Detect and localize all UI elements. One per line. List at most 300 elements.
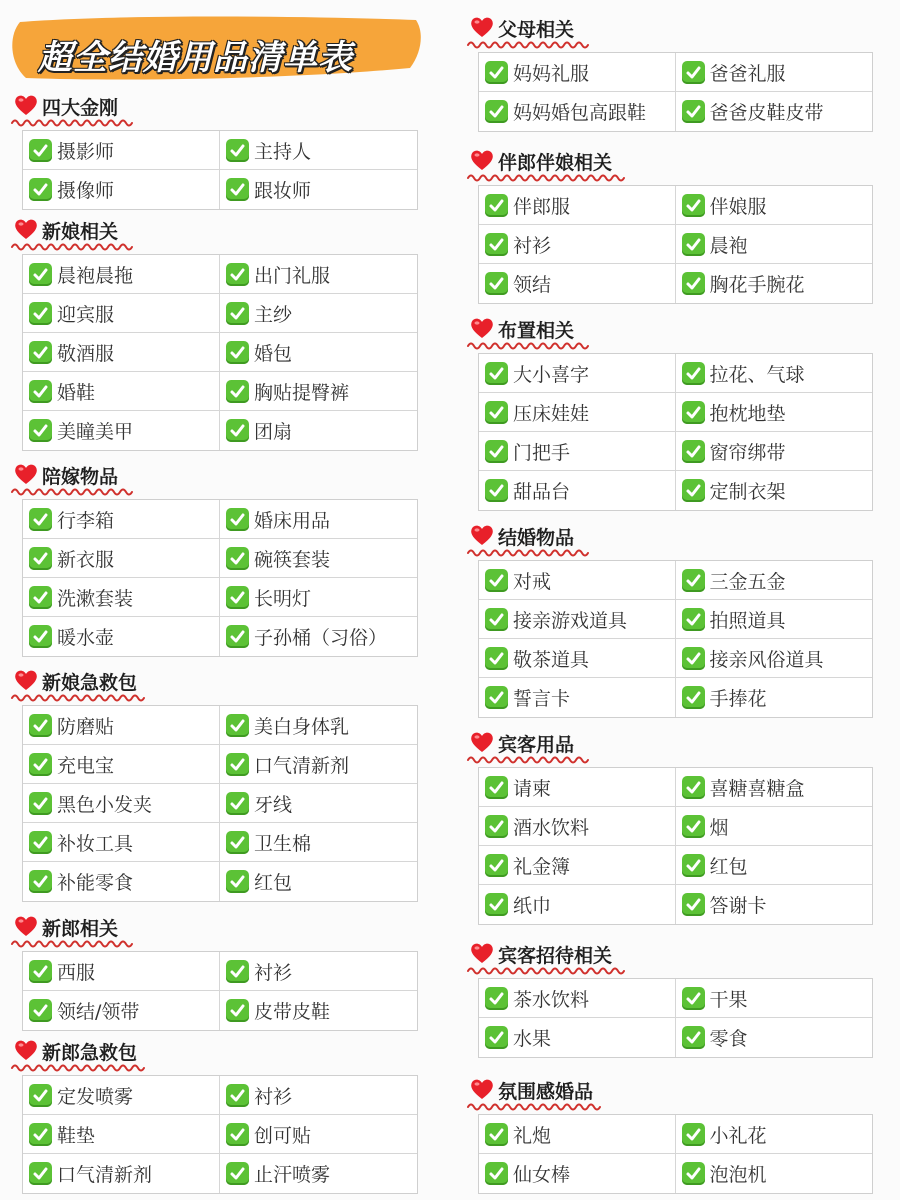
checklist-item	[23, 784, 220, 823]
checkmark-box-icon	[485, 61, 508, 84]
item-grid	[478, 767, 873, 925]
heart-icon	[470, 731, 494, 753]
checklist-item	[23, 411, 220, 450]
item-label: 答谢卡	[709, 895, 767, 917]
checklist-section	[456, 313, 873, 511]
checkmark-box-icon	[682, 1123, 705, 1146]
item-label: 摄影师	[57, 140, 115, 163]
checkmark-box-icon	[226, 960, 249, 983]
item-label: 子孙桶（习俗）	[254, 627, 388, 649]
checklist-item	[479, 885, 676, 924]
heart-icon	[470, 1078, 494, 1100]
item-label: 美瞳美甲	[57, 421, 134, 443]
checklist-item	[220, 372, 417, 411]
item-label: 爸爸皮鞋皮带	[709, 102, 824, 124]
section-header	[0, 665, 418, 705]
item-label: 领结	[513, 274, 552, 296]
checklist-item	[479, 393, 676, 432]
checkmark-box-icon	[682, 61, 705, 84]
checkmark-box-icon	[682, 987, 705, 1010]
checkmark-box-icon	[29, 547, 52, 570]
item-label: 防磨贴	[57, 715, 115, 738]
checkmark-box-icon	[29, 586, 52, 609]
item-label: 红包	[709, 855, 748, 878]
checkmark-box-icon	[226, 831, 249, 854]
checkmark-box-icon	[226, 999, 249, 1022]
checklist-item	[220, 991, 417, 1030]
checkmark-box-icon	[485, 569, 508, 592]
checklist-item	[676, 1154, 873, 1193]
checklist-item	[479, 600, 676, 639]
item-label: 洗漱套装	[57, 587, 134, 610]
item-label: 仙女棒	[513, 1164, 571, 1186]
item-label: 拍照道具	[709, 609, 786, 632]
checkmark-box-icon	[226, 1084, 249, 1107]
checkmark-box-icon	[682, 1162, 705, 1185]
checklist-item	[220, 823, 417, 862]
checkmark-box-icon	[29, 341, 52, 364]
section-header	[456, 1074, 873, 1114]
checkmark-box-icon	[485, 1123, 508, 1146]
item-label: 补能零食	[57, 872, 134, 894]
checklist-item	[479, 471, 676, 510]
item-label: 领结/领带	[57, 1001, 140, 1023]
checklist-item	[479, 768, 676, 807]
item-label: 口气清新剂	[57, 1164, 153, 1186]
checklist-item	[220, 131, 417, 170]
checklist-item	[220, 952, 417, 991]
checklist-item	[676, 432, 873, 471]
checkmark-box-icon	[682, 440, 705, 463]
checkmark-box-icon	[29, 1123, 52, 1146]
item-label: 伴娘服	[709, 195, 767, 218]
item-label: 止汗喷雾	[254, 1164, 331, 1186]
checkmark-box-icon	[29, 263, 52, 286]
item-label: 敬茶道具	[513, 648, 590, 671]
checkmark-box-icon	[485, 272, 508, 295]
checklist-section	[456, 520, 873, 718]
checkmark-box-icon	[29, 380, 52, 403]
checklist-item	[479, 561, 676, 600]
checkmark-box-icon	[485, 1162, 508, 1185]
checkmark-box-icon	[485, 362, 508, 385]
section-title: 伴郎伴娘相关	[498, 152, 613, 174]
heart-icon	[14, 463, 38, 485]
checklist-item	[676, 979, 873, 1018]
checkmark-box-icon	[226, 263, 249, 286]
section-title: 氛围感婚品	[498, 1081, 594, 1103]
checklist-item	[676, 1115, 873, 1154]
checklist-item	[676, 678, 873, 717]
section-header	[456, 727, 873, 767]
item-label: 门把手	[513, 441, 571, 464]
checklist-item	[479, 53, 676, 92]
item-label: 爸爸礼服	[709, 62, 786, 85]
checklist-item	[479, 639, 676, 678]
checklist-item	[676, 600, 873, 639]
checkmark-box-icon	[29, 508, 52, 531]
item-grid	[478, 185, 873, 304]
item-grid	[22, 254, 418, 451]
section-header	[456, 938, 873, 978]
checklist-item	[23, 706, 220, 745]
checklist-item	[220, 500, 417, 539]
checklist-item	[220, 862, 417, 901]
heart-icon	[470, 524, 494, 546]
checklist-item	[479, 979, 676, 1018]
checklist-item	[23, 617, 220, 656]
checkmark-box-icon	[226, 302, 249, 325]
section-title: 新娘急救包	[42, 672, 138, 694]
checklist-item	[220, 745, 417, 784]
checklist-item	[23, 745, 220, 784]
item-grid	[478, 978, 873, 1058]
checklist-item	[676, 639, 873, 678]
checkmark-box-icon	[226, 1162, 249, 1185]
checklist-item	[676, 471, 873, 510]
section-header	[456, 520, 873, 560]
checkmark-box-icon	[682, 569, 705, 592]
checkmark-box-icon	[485, 776, 508, 799]
checklist-item	[220, 1154, 417, 1193]
checkmark-box-icon	[682, 272, 705, 295]
checkmark-box-icon	[29, 960, 52, 983]
checklist-item	[676, 354, 873, 393]
checkmark-box-icon	[682, 854, 705, 877]
checklist-item	[23, 862, 220, 901]
checkmark-box-icon	[226, 753, 249, 776]
checkmark-box-icon	[485, 647, 508, 670]
checkmark-box-icon	[226, 139, 249, 162]
checklist-item	[479, 678, 676, 717]
item-grid	[478, 353, 873, 511]
heart-icon	[470, 317, 494, 339]
item-label: 抱枕地垫	[709, 402, 786, 425]
checkmark-box-icon	[226, 714, 249, 737]
checklist-item	[479, 846, 676, 885]
checkmark-box-icon	[485, 479, 508, 502]
checkmark-box-icon	[29, 625, 52, 648]
section-title: 布置相关	[498, 320, 575, 342]
item-label: 衬衫	[254, 961, 293, 984]
checkmark-box-icon	[29, 139, 52, 162]
checklist-item	[23, 170, 220, 209]
section-header	[456, 313, 873, 353]
section-title: 结婚物品	[498, 527, 575, 549]
item-label: 新衣服	[57, 548, 115, 571]
checklist-item	[676, 225, 873, 264]
item-label: 口气清新剂	[254, 754, 350, 777]
checklist-item	[676, 186, 873, 225]
checklist-item	[676, 1018, 873, 1057]
checklist-item	[220, 706, 417, 745]
checkmark-box-icon	[682, 362, 705, 385]
heart-icon	[14, 218, 38, 240]
title-banner	[6, 12, 426, 86]
item-label: 红包	[254, 872, 293, 894]
item-label: 小礼花	[709, 1124, 767, 1147]
item-label: 纸巾	[513, 895, 552, 917]
item-label: 手捧花	[709, 688, 767, 710]
item-label: 喜糖喜糖盒	[709, 777, 805, 800]
checklist-item	[23, 578, 220, 617]
item-label: 晨袍	[709, 234, 748, 257]
item-label: 碗筷套装	[254, 548, 331, 571]
checkmark-box-icon	[226, 419, 249, 442]
checkmark-box-icon	[29, 792, 52, 815]
item-label: 晨袍晨拖	[57, 264, 134, 287]
checklist-item	[220, 617, 417, 656]
checklist-item	[23, 131, 220, 170]
item-label: 对戒	[513, 570, 552, 593]
checklist-item	[479, 807, 676, 846]
item-label: 补妆工具	[57, 832, 134, 855]
checkmark-box-icon	[682, 479, 705, 502]
item-label: 胸花手腕花	[709, 274, 805, 296]
section-header	[456, 12, 873, 52]
section-header	[0, 459, 418, 499]
checklist-item	[220, 539, 417, 578]
checkmark-box-icon	[682, 1026, 705, 1049]
checklist-item	[479, 354, 676, 393]
checklist-item	[479, 186, 676, 225]
item-label: 婚鞋	[57, 381, 96, 404]
checklist-item	[676, 53, 873, 92]
item-label: 长明灯	[254, 587, 312, 610]
section-title: 新郎相关	[42, 918, 119, 940]
checkmark-box-icon	[682, 194, 705, 217]
checkmark-box-icon	[29, 1084, 52, 1107]
item-grid	[22, 951, 418, 1031]
item-label: 定制衣架	[709, 481, 786, 503]
item-label: 创可贴	[254, 1124, 312, 1147]
checklist-item	[676, 561, 873, 600]
item-label: 接亲游戏道具	[513, 609, 628, 632]
section-title: 宾客用品	[498, 734, 575, 756]
item-label: 泡泡机	[709, 1164, 767, 1186]
item-label: 出门礼服	[254, 264, 331, 287]
checklist-item	[220, 1115, 417, 1154]
item-label: 胸贴提臀裤	[254, 381, 350, 404]
section-title: 新郎急救包	[42, 1042, 138, 1064]
checklist-item	[676, 393, 873, 432]
item-label: 定发喷雾	[57, 1085, 134, 1108]
item-label: 拉花、气球	[709, 363, 805, 386]
item-label: 迎宾服	[57, 303, 115, 326]
item-label: 主持人	[254, 140, 312, 163]
checklist-section	[0, 214, 418, 451]
checklist-item	[23, 500, 220, 539]
checkmark-box-icon	[226, 1123, 249, 1146]
checklist-item	[23, 1115, 220, 1154]
item-label: 零食	[709, 1028, 748, 1050]
checklist-section	[0, 911, 418, 1031]
checklist-section	[456, 938, 873, 1058]
checklist-item	[220, 578, 417, 617]
section-header	[0, 90, 418, 130]
item-grid	[22, 499, 418, 657]
checklist-item	[479, 1115, 676, 1154]
item-label: 西服	[57, 961, 96, 984]
section-header	[0, 1035, 418, 1075]
section-title: 父母相关	[498, 19, 575, 41]
section-header	[0, 911, 418, 951]
checklist-section	[0, 665, 418, 902]
checklist-item	[23, 991, 220, 1030]
item-label: 黑色小发夹	[57, 793, 153, 816]
checklist-section	[0, 90, 418, 210]
item-label: 充电宝	[57, 754, 115, 777]
checklist-item	[220, 170, 417, 209]
checkmark-box-icon	[226, 547, 249, 570]
item-label: 誓言卡	[513, 688, 571, 710]
item-label: 卫生棉	[254, 832, 312, 855]
checkmark-box-icon	[682, 776, 705, 799]
checkmark-box-icon	[485, 233, 508, 256]
checkmark-box-icon	[682, 233, 705, 256]
section-header	[0, 214, 418, 254]
item-label: 摄像师	[57, 180, 115, 202]
checklist-item	[23, 823, 220, 862]
item-grid	[478, 52, 873, 132]
checkmark-box-icon	[485, 686, 508, 709]
checklist-item	[676, 264, 873, 303]
checklist-item	[220, 333, 417, 372]
item-label: 衬衫	[254, 1085, 293, 1108]
checklist-item	[676, 846, 873, 885]
checkmark-box-icon	[226, 792, 249, 815]
item-grid	[22, 705, 418, 902]
checkmark-box-icon	[485, 194, 508, 217]
checklist-item	[220, 411, 417, 450]
checkmark-box-icon	[682, 401, 705, 424]
checklist-item	[23, 372, 220, 411]
section-header	[456, 145, 873, 185]
heart-icon	[14, 915, 38, 937]
section-title: 陪嫁物品	[42, 466, 119, 488]
checklist-item	[23, 294, 220, 333]
checkmark-box-icon	[29, 419, 52, 442]
checkmark-box-icon	[226, 178, 249, 201]
checklist-item	[479, 1154, 676, 1193]
item-label: 妈妈礼服	[513, 62, 590, 85]
item-label: 婚包	[254, 342, 293, 365]
checklist-section	[456, 12, 873, 132]
item-grid	[22, 130, 418, 210]
item-label: 接亲风俗道具	[709, 648, 824, 671]
item-label: 皮带皮鞋	[254, 1001, 331, 1023]
checkmark-box-icon	[682, 100, 705, 123]
checkmark-box-icon	[682, 815, 705, 838]
heart-icon	[14, 94, 38, 116]
checkmark-box-icon	[485, 440, 508, 463]
checkmark-box-icon	[226, 870, 249, 893]
checklist-item	[676, 92, 873, 131]
checkmark-box-icon	[226, 586, 249, 609]
checkmark-box-icon	[29, 999, 52, 1022]
checkmark-box-icon	[226, 380, 249, 403]
checklist-item	[676, 768, 873, 807]
checklist-item	[23, 1154, 220, 1193]
checkmark-box-icon	[29, 714, 52, 737]
checkmark-box-icon	[485, 893, 508, 916]
checklist-item	[23, 1076, 220, 1115]
item-label: 敬酒服	[57, 342, 115, 365]
item-label: 请柬	[513, 777, 552, 800]
item-label: 主纱	[254, 303, 293, 326]
item-grid	[478, 1114, 873, 1194]
checkmark-box-icon	[485, 608, 508, 631]
item-label: 礼金簿	[513, 855, 571, 878]
checkmark-box-icon	[29, 302, 52, 325]
checklist-item	[220, 1076, 417, 1115]
checklist-section	[0, 1035, 418, 1194]
item-label: 牙线	[254, 793, 293, 816]
heart-icon	[470, 942, 494, 964]
checkmark-box-icon	[29, 753, 52, 776]
heart-icon	[14, 669, 38, 691]
checklist-section	[456, 145, 873, 304]
section-title: 四大金刚	[42, 97, 119, 119]
item-label: 鞋垫	[57, 1124, 96, 1147]
item-label: 伴郎服	[513, 195, 571, 218]
item-label: 美白身体乳	[254, 715, 350, 738]
item-label: 礼炮	[513, 1124, 552, 1147]
item-label: 行李箱	[57, 509, 115, 532]
page-title: 超全结婚用品清单表	[38, 38, 353, 78]
checklist-item	[676, 885, 873, 924]
checklist-item	[220, 294, 417, 333]
checklist-section	[456, 1074, 873, 1194]
checkmark-box-icon	[226, 625, 249, 648]
checklist-item	[479, 225, 676, 264]
item-label: 婚床用品	[254, 509, 331, 532]
checkmark-box-icon	[485, 987, 508, 1010]
heart-icon	[470, 149, 494, 171]
checklist-item	[23, 333, 220, 372]
checklist-item	[23, 255, 220, 294]
checklist-section	[456, 727, 873, 925]
item-label: 大小喜字	[513, 363, 590, 386]
item-label: 妈妈婚包高跟鞋	[513, 102, 647, 124]
item-label: 干果	[709, 988, 748, 1011]
item-label: 甜品台	[513, 481, 571, 503]
checklist-item	[479, 92, 676, 131]
checklist-item	[23, 952, 220, 991]
checklist-item	[220, 784, 417, 823]
checkmark-box-icon	[682, 686, 705, 709]
item-grid	[22, 1075, 418, 1194]
item-label: 酒水饮料	[513, 816, 590, 839]
checkmark-box-icon	[485, 401, 508, 424]
item-label: 团扇	[254, 421, 293, 443]
heart-icon	[470, 16, 494, 38]
checkmark-box-icon	[29, 870, 52, 893]
checkmark-box-icon	[485, 854, 508, 877]
item-label: 窗帘绑带	[709, 441, 786, 464]
checklist-item	[676, 807, 873, 846]
checkmark-box-icon	[682, 608, 705, 631]
item-label: 三金五金	[709, 570, 786, 593]
checkmark-box-icon	[485, 815, 508, 838]
item-grid	[478, 560, 873, 718]
section-title: 宾客招待相关	[498, 945, 613, 967]
checkmark-box-icon	[682, 647, 705, 670]
checkmark-box-icon	[485, 1026, 508, 1049]
checkmark-box-icon	[682, 893, 705, 916]
checkmark-box-icon	[226, 508, 249, 531]
checklist-item	[479, 264, 676, 303]
